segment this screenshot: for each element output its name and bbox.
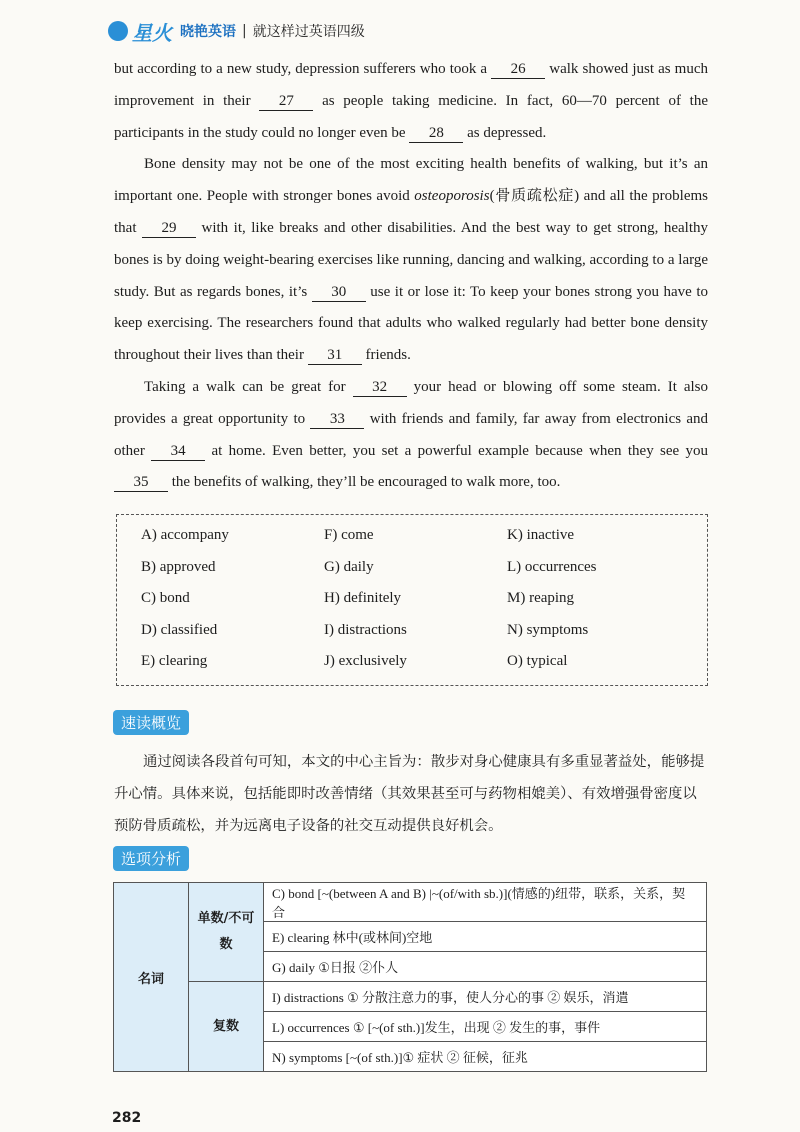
option-b: B) approved [141, 559, 216, 575]
passage-text: but according to a new study, depression sufferers who took a [114, 61, 488, 77]
passage-text: with it, like breaks and other disabilities. And the best way to get strong, healthy bones is by doing weight-bearing exercises like running, dancing and walking, according to a large study. But as regards bones, it’s [114, 219, 708, 300]
passage-text: at home. Even better, you set a powerful example because when they see you [211, 442, 709, 459]
option-c: C) bond [141, 590, 190, 606]
passage-text: friends. [365, 347, 411, 364]
page-header [108, 16, 365, 46]
blank-29: 29 [142, 219, 196, 238]
passage-text: your head or blowing off some steam. It also provides a great opportunity to [114, 378, 709, 427]
option-g: G) daily [324, 559, 374, 575]
option-d: D) classified [141, 622, 218, 638]
logo-text: 星火 [132, 20, 172, 45]
term-osteoporosis: osteoporosis [414, 188, 490, 205]
blank-34: 34 [151, 442, 205, 461]
paragraph-2 [114, 149, 708, 372]
option-f: F) come [324, 527, 374, 543]
passage-text: the benefits of walking, they’ll be encouraged to walk more, too. [171, 474, 561, 491]
passage-text: as depressed. [467, 124, 547, 141]
option-k: K) inactive [507, 527, 575, 543]
option-l: L) occurrences [507, 559, 597, 575]
overview-text: 通过阅读各段首句可知，本文的中心主旨为：散步对身心健康具有多重显著益处，能够提升心情。具体来说，包括能即时改善情绪（其效果甚至可与药物相媲美）、有效增强骨密度以预防骨质疏松，并为远离电子设备的社交互动提供良好机会。 [114, 754, 705, 834]
option-analysis-table [113, 882, 707, 1072]
category-noun: 名词 [114, 883, 189, 1072]
header-separator: | [242, 23, 247, 39]
blank-27: 27 [259, 92, 313, 111]
passage-text: use it or lose it: To keep your bones strong you have to keep exercising. The researchers found that adults who walked regularly had better bone density throughout their lives than their [114, 283, 709, 364]
blank-33: 33 [310, 410, 364, 429]
option-h: H) definitely [324, 590, 402, 606]
word-bank [116, 514, 708, 686]
table-row [114, 883, 707, 922]
blank-28: 28 [409, 124, 463, 143]
logo-mark-icon [108, 21, 128, 41]
option-a: A) accompany [141, 527, 229, 543]
option-m: M) reaping [507, 590, 575, 606]
option-j: J) exclusively [324, 653, 407, 669]
option-o: O) typical [507, 653, 568, 669]
analysis-entry: L) occurrences ① [~(of sth.)]发生，出现 ② 发生的事，事件 [264, 1012, 707, 1042]
passage-text: Bone density may not be one of the most exciting health benefits of walking, but it’s an important one. People with stronger bones avoid [114, 156, 708, 205]
paragraph-3 [114, 372, 708, 499]
analysis-tag: 选项分析 [113, 846, 189, 871]
page-number: 282 [112, 1110, 142, 1126]
blank-35: 35 [114, 473, 168, 492]
passage-text: as people taking medicine. In fact, 60—70 percent of the participants in the study could no longer even be [114, 92, 708, 141]
table-row [114, 982, 707, 1012]
option-e: E) clearing [141, 653, 208, 669]
blank-26: 26 [491, 60, 545, 79]
passage [114, 54, 708, 499]
brand-name: 晓艳英语 [180, 24, 236, 40]
brand-logo [108, 17, 172, 46]
paragraph-1 [114, 54, 708, 149]
overview-tag: 速读概览 [113, 710, 189, 735]
series-title: 就这样过英语四级 [252, 24, 365, 40]
passage-text: walk showed just as much improvement in their [114, 61, 709, 109]
analysis-entry: N) symptoms [~(of sth.)]① 症状 ② 征候，征兆 [264, 1042, 707, 1072]
passage-text: and all the problems that [114, 188, 708, 236]
subcategory-plural: 复数 [189, 982, 264, 1072]
passage-text: Taking a walk can be great for [144, 378, 346, 395]
analysis-entry: I) distractions ① 分散注意力的事，使人分心的事 ② 娱乐，消遣 [264, 982, 707, 1012]
option-i: I) distractions [324, 622, 407, 638]
blank-30: 30 [312, 283, 366, 302]
analysis-entry: G) daily ①日报 ②仆人 [264, 952, 707, 982]
term-gloss: (骨质疏松症) [489, 188, 580, 205]
option-n: N) symptoms [507, 622, 589, 638]
passage-text: with friends and family, far away from electronics and other [114, 410, 709, 459]
blank-32: 32 [353, 378, 407, 397]
analysis-entry: C) bond [~(between A and B) |~(of/with sb.)](情感的)纽带，联系，关系，契合 [264, 883, 707, 922]
analysis-entry: E) clearing 林中(或林间)空地 [264, 922, 707, 952]
blank-31: 31 [308, 346, 362, 365]
subcategory-singular: 单数/不可数 [189, 883, 264, 982]
